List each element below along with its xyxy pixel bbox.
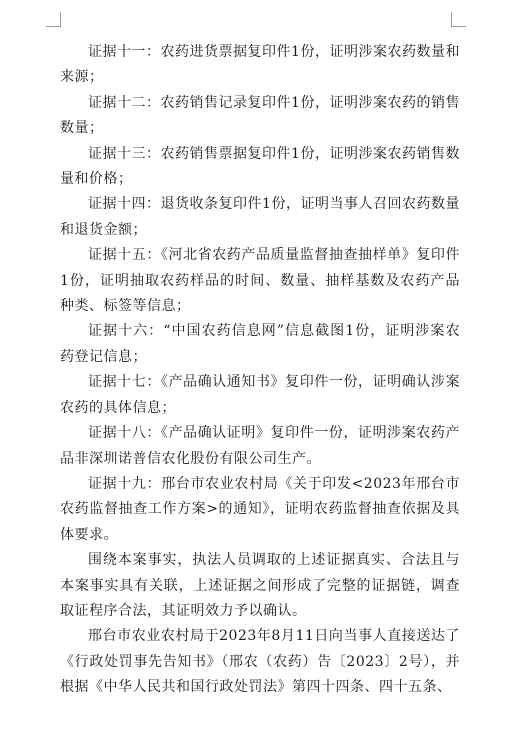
evidence-19-paragraph: 证据十九：邢台市农业农村局《关于印发<2023年邢台市农药监督抽查工作方案>的通知》，证明农药监督抽查依据及具体要求。	[60, 475, 460, 543]
evidence-12-paragraph: 证据十二：农药销售记录复印件1份，证明涉案农药的销售数量；	[60, 94, 460, 137]
document-body	[60, 40, 460, 701]
evidence-15-paragraph: 证据十五：《河北省农药产品质量监督抽查抽样单》复印件1份，证明抽取农药样品的时间、数量、抽样基数及农药产品种类、标签等信息；	[60, 247, 460, 315]
evidence-14-paragraph: 证据十四：退货收条复印件1份，证明当事人召回农药数量和退货金额；	[60, 196, 460, 238]
page-corner-mark-top-left	[46, 12, 61, 27]
page-corner-mark-top-right	[451, 12, 466, 27]
evidence-review-paragraph: 围绕本案事实，执法人员调取的上述证据真实、合法且与本案事实具有关联，上述证据之间形成了完整的证据链，调查取证程序合法，其证明效力予以确认。	[60, 552, 460, 619]
evidence-16-paragraph: 证据十六：“中国农药信息网”信息截图1份，证明涉案农药登记信息；	[60, 323, 460, 365]
evidence-11-paragraph: 证据十一：农药进货票据复印件1份，证明涉案农药数量和来源；	[60, 44, 460, 86]
evidence-18-paragraph: 证据十八：《产品确认证明》复印件一份，证明涉案农药产品非深圳诺普信农化股份有限公司生产。	[60, 425, 460, 467]
notice-delivery-paragraph: 邢台市农业农村局于2023年8月11日向当事人直接送达了《行政处罚事先告知书》（邢农（农药）告〔2023〕2号），并根据《中华人民共和国行政处罚法》第四十四条、四十五条、	[60, 628, 460, 696]
evidence-17-paragraph: 证据十七：《产品确认通知书》复印件一份，证明确认涉案农药的具体信息；	[60, 374, 460, 416]
evidence-13-paragraph: 证据十三：农药销售票据复印件1份，证明涉案农药销售数量和价格；	[60, 145, 460, 188]
